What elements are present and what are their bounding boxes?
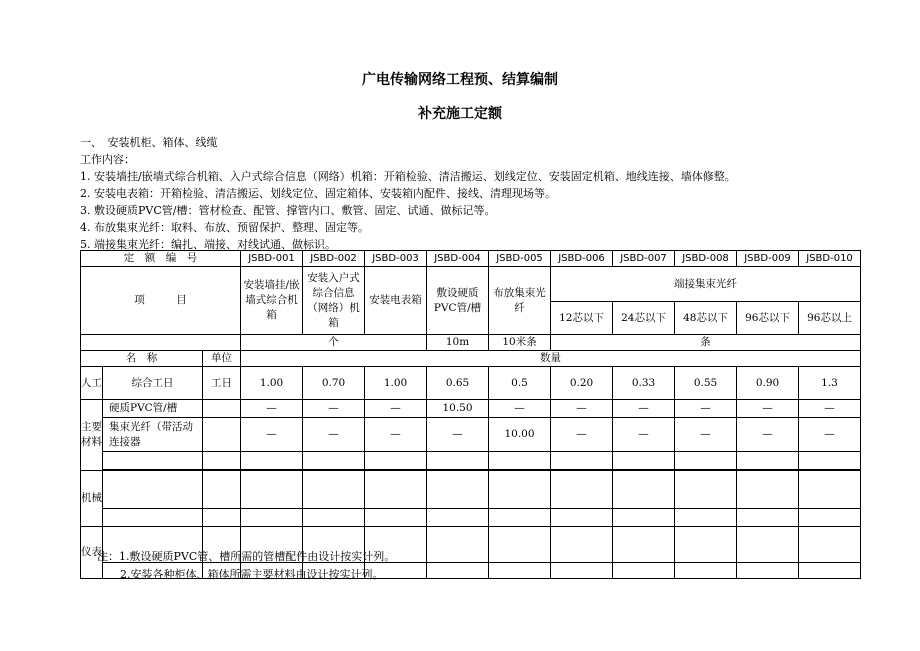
quota-code: JSBD-010 xyxy=(799,251,861,267)
quantity-value: — xyxy=(675,400,737,418)
unit-header: 单位 xyxy=(203,351,241,367)
quantity-value: — xyxy=(489,400,551,418)
resource-name: 硬质PVC管/槽 xyxy=(103,400,203,418)
quantity-value: 10.00 xyxy=(489,418,551,452)
quantity-value: — xyxy=(551,400,613,418)
item-name: 安装入户式综合信息（网络）机箱 xyxy=(303,267,365,335)
work-item: 4. 布放集束光纤：取料、布放、预留保护、整理、固定等。 xyxy=(80,221,369,234)
quantity-value: 0.70 xyxy=(303,367,365,400)
work-item: 3. 敷设硬质PVC管/槽：管材检查、配管、撑管内口、敷管、固定、试通、做标记等。 xyxy=(80,204,496,217)
unit-cell: 个 xyxy=(241,335,427,351)
fiber-subitem: 24芯以下 xyxy=(613,302,675,335)
quantity-value: — xyxy=(551,418,613,452)
item-header: 项 目 xyxy=(81,267,241,335)
quantity-value: 1.00 xyxy=(241,367,303,400)
category-instruments: 仪表 xyxy=(81,527,103,579)
name-header: 名 称 xyxy=(81,351,203,367)
quota-code: JSBD-007 xyxy=(613,251,675,267)
quantity-value: — xyxy=(737,418,799,452)
quota-table xyxy=(80,250,861,579)
resource-unit: 工日 xyxy=(203,367,241,400)
quota-code: JSBD-006 xyxy=(551,251,613,267)
quantity-value: 0.20 xyxy=(551,367,613,400)
quantity-value: — xyxy=(799,400,861,418)
fiber-group-header: 端接集束光纤 xyxy=(551,267,861,302)
category-machinery: 机械 xyxy=(81,471,103,527)
quota-code: JSBD-005 xyxy=(489,251,551,267)
fiber-subitem: 96芯以上 xyxy=(799,302,861,335)
quantity-value: — xyxy=(613,418,675,452)
work-item: 2. 安装电表箱：开箱检验、清洁搬运、划线定位、固定箱体、安装箱内配件、接线、清理现场等。 xyxy=(80,187,556,200)
quantity-value: 0.5 xyxy=(489,367,551,400)
document-title: 广电传输网络工程预、结算编制 xyxy=(362,72,558,88)
quantity-value: — xyxy=(365,400,427,418)
quantity-value: 1.00 xyxy=(365,367,427,400)
quota-code: JSBD-003 xyxy=(365,251,427,267)
quantity-value: — xyxy=(613,400,675,418)
work-content-label: 工作内容： xyxy=(80,153,135,166)
unit-cell: 10米条 xyxy=(489,335,551,351)
quantity-value: — xyxy=(241,418,303,452)
quantity-value: 0.55 xyxy=(675,367,737,400)
item-name: 布放集束光纤 xyxy=(489,267,551,335)
quota-code: JSBD-004 xyxy=(427,251,489,267)
quantity-value: — xyxy=(241,400,303,418)
quota-code: JSBD-002 xyxy=(303,251,365,267)
quantity-value: — xyxy=(675,418,737,452)
category-materials: 主要材料 xyxy=(81,400,103,471)
unit-cell: 10m xyxy=(427,335,489,351)
item-name: 敷设硬质PVC管/槽 xyxy=(427,267,489,335)
item-name: 安装墙挂/嵌墙式综合机箱 xyxy=(241,267,303,335)
quota-code: JSBD-001 xyxy=(241,251,303,267)
quantity-value: — xyxy=(365,418,427,452)
quantity-header: 数量 xyxy=(241,351,861,367)
resource-name: 集束光纤（带活动连接器 xyxy=(103,418,203,452)
fiber-subitem: 96芯以下 xyxy=(737,302,799,335)
fiber-subitem: 48芯以下 xyxy=(675,302,737,335)
quantity-value: — xyxy=(303,418,365,452)
quantity-value: 10.50 xyxy=(427,400,489,418)
quantity-value: — xyxy=(427,418,489,452)
code-header: 定 额 编 号 xyxy=(81,251,241,267)
quota-code: JSBD-009 xyxy=(737,251,799,267)
category-labor: 人工 xyxy=(81,367,103,400)
resource-name: 综合工日 xyxy=(103,367,203,400)
quantity-value: — xyxy=(737,400,799,418)
item-name: 安装电表箱 xyxy=(365,267,427,335)
note-1: 注：1.敷设硬质PVC管、槽所需的管槽配件由设计按实计列。 xyxy=(97,550,396,563)
quantity-value: — xyxy=(303,400,365,418)
quantity-value: 0.90 xyxy=(737,367,799,400)
document-subtitle: 补充施工定额 xyxy=(418,106,502,122)
fiber-subitem: 12芯以下 xyxy=(551,302,613,335)
quantity-value: 1.3 xyxy=(799,367,861,400)
section-heading: 一、 安装机柜、箱体、线缆 xyxy=(80,136,218,149)
quantity-value: 0.33 xyxy=(613,367,675,400)
quantity-value: 0.65 xyxy=(427,367,489,400)
quota-code: JSBD-008 xyxy=(675,251,737,267)
quantity-value: — xyxy=(799,418,861,452)
unit-cell: 条 xyxy=(551,335,861,351)
work-item: 5. 端接集束光纤：编扎、端接、对线试通、做标识。 xyxy=(80,238,336,251)
work-item: 1. 安装墙挂/嵌墙式综合机箱、入户式综合信息（网络）机箱：开箱检验、清洁搬运、划线定位、安装固定机箱、地线连接、墙体修整。 xyxy=(80,170,736,183)
note-2: 2.安装各种柜体、箱体所需主要材料由设计按实计列。 xyxy=(120,568,384,581)
